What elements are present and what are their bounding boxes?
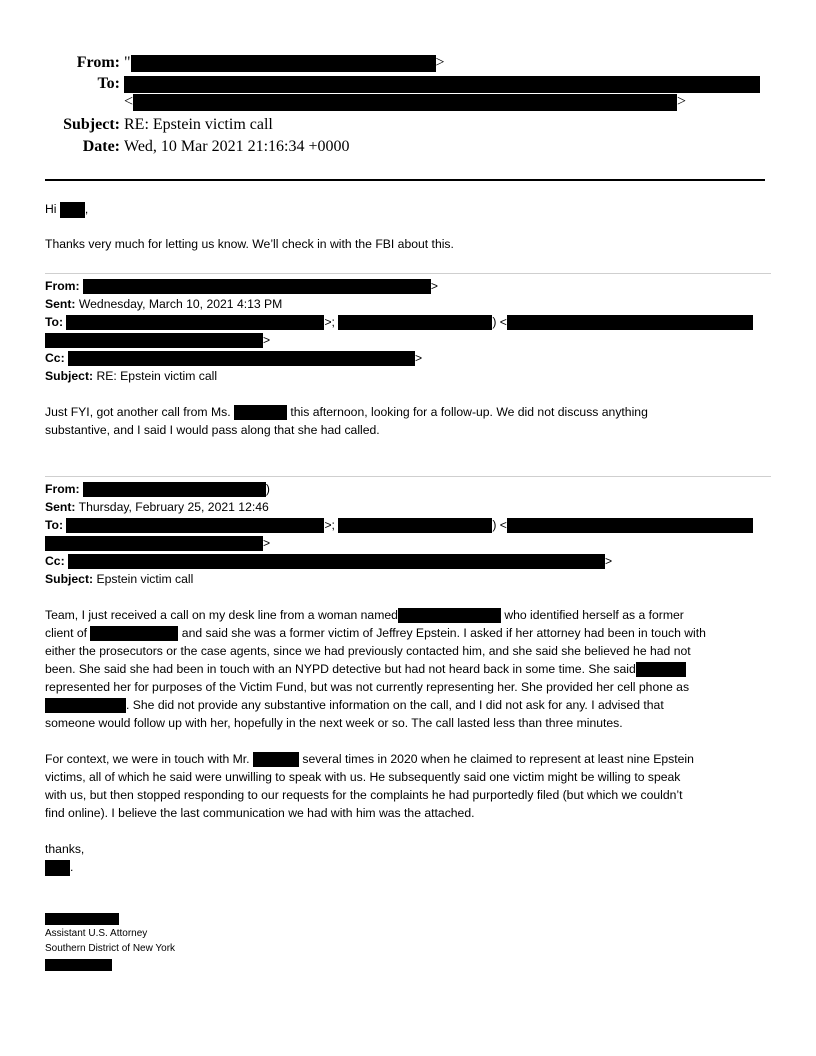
msg1-cc-row: Cc: > bbox=[45, 351, 423, 365]
msg2-body-line: with us, but then stopped responding to our requests for the complaints he had purportedly filed (but which we couldn’t bbox=[45, 788, 683, 802]
header-to-suffix: > bbox=[677, 93, 687, 110]
redaction-block bbox=[83, 482, 266, 497]
header-to-row-2 bbox=[0, 93, 816, 111]
redaction-block bbox=[338, 518, 492, 533]
msg2-body-line: either the prosecutors or the case agents, since we had previously contacted him, and she said she believed he had not bbox=[45, 644, 691, 658]
msg2-to-label: To: bbox=[45, 518, 64, 532]
msg2-body-line: someone would follow up with her, hopefully in the next week or so. The call lasted less than three minutes. bbox=[45, 716, 623, 730]
msg1-body-line: Just FYI, got another call from Ms. this afternoon, looking for a follow-up. We did not discuss anything bbox=[45, 405, 648, 419]
header-to-prefix: < bbox=[124, 93, 134, 110]
redaction-block bbox=[45, 698, 126, 713]
msg2-cc-row: Cc: > bbox=[45, 554, 613, 568]
redaction-block bbox=[66, 518, 324, 533]
message-separator bbox=[45, 476, 771, 477]
msg2-subject-value: Epstein victim call bbox=[96, 572, 194, 586]
msg2-subject-row bbox=[45, 570, 193, 588]
msg1-to-row: To: >; ) < bbox=[45, 313, 753, 331]
header-from-label: From: bbox=[76, 54, 120, 71]
msg1-subject-row bbox=[45, 367, 217, 385]
msg2-body-line: find online). I believe the last communication we had with him was the attached. bbox=[45, 806, 475, 820]
msg2-sent-value: Thursday, February 25, 2021 12:46 bbox=[78, 500, 269, 514]
header-to-row bbox=[0, 75, 816, 93]
msg2-to-row-2: > bbox=[45, 534, 270, 552]
msg2-body-line: . She did not provide any substantive information on the call, and I did not ask for any. I advised that bbox=[45, 696, 664, 714]
redaction-block bbox=[133, 94, 677, 111]
msg1-from-label: From: bbox=[45, 279, 80, 293]
header-from-row bbox=[0, 54, 816, 72]
signature-phone-redaction bbox=[45, 959, 112, 971]
msg2-body-line: victims, all of which he said were unwilling to speak with us. He subsequently said one victim might be willing to speak bbox=[45, 770, 681, 784]
msg2-closing: thanks, bbox=[45, 842, 85, 856]
header-subject-row bbox=[0, 116, 816, 134]
signature-title: Assistant U.S. Attorney bbox=[45, 928, 148, 939]
msg1-subject-label: Subject: bbox=[45, 369, 94, 383]
header-from-suffix: > bbox=[435, 54, 445, 71]
header-date-value: Wed, 10 Mar 2021 21:16:34 +0000 bbox=[124, 138, 350, 155]
redaction-block bbox=[45, 860, 70, 876]
header-to-label: To: bbox=[97, 75, 120, 92]
header-date-row bbox=[0, 138, 816, 156]
msg2-sent-row bbox=[45, 498, 269, 516]
redaction-block bbox=[398, 608, 501, 623]
redaction-block bbox=[636, 662, 686, 677]
header-subject-value: RE: Epstein victim call bbox=[124, 116, 273, 133]
msg1-sent-row bbox=[45, 295, 282, 313]
msg1-to-row-2: > bbox=[45, 331, 270, 349]
msg2-body-line: represented her for purposes of the Victim Fund, but was not currently representing her. She provided her cell phone as bbox=[45, 680, 690, 694]
msg1-subject-value: RE: Epstein victim call bbox=[96, 369, 218, 383]
msg2-to-row: To: >; ) < bbox=[45, 516, 753, 534]
msg2-body-line: For context, we were in touch with Mr. several times in 2020 when he claimed to represent at least nine Epstein bbox=[45, 752, 694, 766]
msg2-body-line: client of and said she was a former victim of Jeffrey Epstein. I asked if her attorney had been in touch with bbox=[45, 626, 706, 640]
redaction-block bbox=[66, 315, 324, 330]
redaction-block bbox=[338, 315, 492, 330]
msg2-from-label: From: bbox=[45, 482, 80, 496]
redaction-block bbox=[253, 752, 299, 767]
msg1-sent-value: Wednesday, March 10, 2021 4:13 PM bbox=[78, 297, 283, 311]
signature-name-redaction bbox=[45, 913, 119, 925]
msg1-to-label: To: bbox=[45, 315, 64, 329]
msg1-cc-label: Cc: bbox=[45, 351, 65, 365]
msg2-cc-label: Cc: bbox=[45, 554, 65, 568]
msg2-sent-label: Sent: bbox=[45, 500, 76, 514]
msg2-body-line: Team, I just received a call on my desk line from a woman named who identified herself as a former bbox=[45, 608, 684, 622]
redaction-block bbox=[507, 518, 753, 533]
msg2-body-line: been. She said she had been in touch with an NYPD detective but had not heard back in some time. She said bbox=[45, 660, 686, 678]
redaction-block bbox=[90, 626, 178, 641]
msg2-subject-label: Subject: bbox=[45, 572, 94, 586]
header-divider bbox=[45, 179, 765, 181]
redaction-block bbox=[131, 55, 436, 72]
msg1-sent-label: Sent: bbox=[45, 297, 76, 311]
redaction-block bbox=[60, 202, 85, 218]
redaction-block bbox=[234, 405, 287, 420]
redaction-block bbox=[83, 279, 431, 294]
msg2-sender-initials: . bbox=[45, 858, 73, 876]
msg2-from-row: From: ) bbox=[45, 482, 270, 496]
signature-office: Southern District of New York bbox=[45, 943, 176, 954]
redaction-block bbox=[68, 351, 415, 366]
redaction-block bbox=[124, 76, 760, 93]
reply-greeting: Hi , bbox=[45, 202, 89, 216]
redaction-block bbox=[507, 315, 753, 330]
redaction-block bbox=[45, 333, 263, 348]
redaction-block bbox=[45, 536, 263, 551]
header-from-prefix: " bbox=[124, 54, 131, 71]
header-date-label: Date: bbox=[82, 138, 120, 155]
msg1-body-line: substantive, and I said I would pass along that she had called. bbox=[45, 423, 380, 437]
redaction-block bbox=[68, 554, 605, 569]
header-subject-label: Subject: bbox=[63, 116, 120, 133]
message-separator bbox=[45, 273, 771, 274]
reply-body: Thanks very much for letting us know. We’ll check in with the FBI about this. bbox=[45, 237, 454, 251]
msg1-from-row: From: > bbox=[45, 279, 439, 293]
